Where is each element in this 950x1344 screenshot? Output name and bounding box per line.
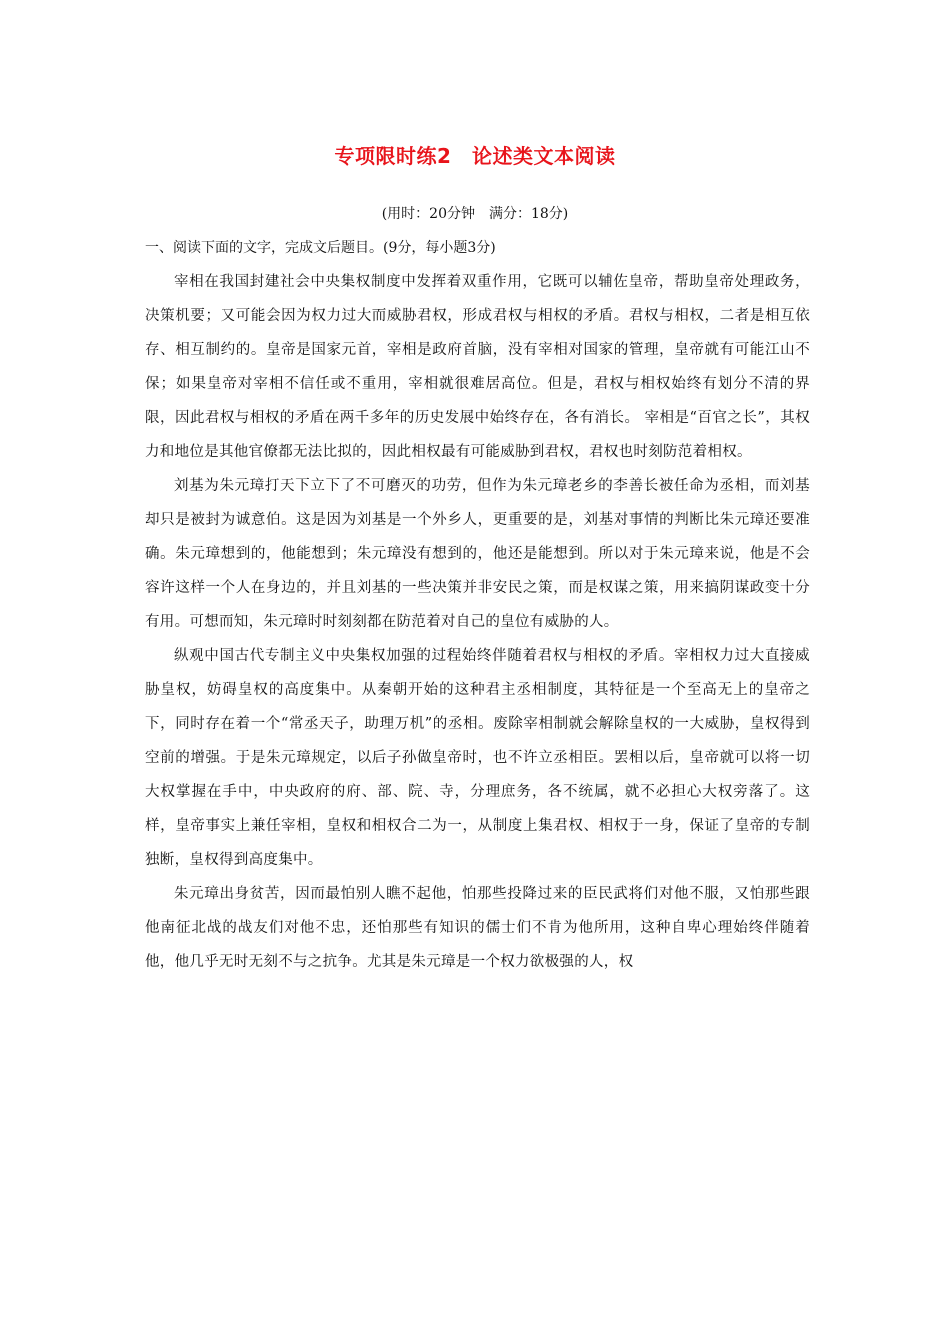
paragraph: 刘基为朱元璋打天下立下了不可磨灭的功劳，但作为朱元璋老乡的李善长被任命为丞相，而刘基却只是被封为诚意伯。这是因为刘基是一个外乡人，更重要的是，刘基对事情的判断比朱元璋还要准确。朱元璋想到的，他能想到；朱元璋没有想到的，他还是能想到。所以对于朱元璋来说，他是不会容许这样一个人在身边的，并且刘基的一些决策并非安民之策，而是权谋之策，用来搞阴谋政变十分有用。可想而知，朱元璋时时刻刻都在防范着对自己的皇位有威胁的人。 <box>145 478 810 630</box>
time-score-note: (用时：20分钟 满分：18分) <box>381 206 569 222</box>
page-title: 专项限时练2 论述类文本阅读 <box>334 144 616 168</box>
paragraph: 宰相在我国封建社会中央集权制度中发挥着双重作用，它既可以辅佐皇帝，帮助皇帝处理政务，决策机要；又可能会因为权力过大而威胁君权，形成君权与相权的矛盾。君权与相权，二者是相互依存、相互制约的。皇帝是国家元首，宰相是政府首脑，没有宰相对国家的管理，皇帝就有可能江山不保；如果皇帝对宰相不信任或不重用，宰相就很难居高位。但是，君权与相权始终有划分不清的界限，因此君权与相权的矛盾在两千多年的历史发展中始终存在，各有消长。 宰相是“百官之长”，其权力和地位是其他官僚都无法比拟的，因此相权最有可能威胁到君权，君权也时刻防范着相权。 <box>145 274 810 460</box>
paragraph: 纵观中国古代专制主义中央集权加强的过程始终伴随着君权与相权的矛盾。宰相权力过大直接威胁皇权，妨碍皇权的高度集中。从秦朝开始的这种君主丞相制度，其特征是一个至高无上的皇帝之下，同时存在着一个“常丞天子，助理万机”的丞相。废除宰相制就会解除皇权的一大威胁，皇权得到空前的增强。于是朱元璋规定，以后子孙做皇帝时，也不许立丞相臣。罢相以后，皇帝就可以将一切大权掌握在手中，中央政府的府、部、院、寺，分理庶务，各不统属，就不必担心大权旁落了。这样，皇帝事实上兼任宰相，皇权和相权合二为一，从制度上集君权、相权于一身，保证了皇帝的专制独断，皇权得到高度集中。 <box>145 648 810 868</box>
section-instruction: 一、阅读下面的文字，完成文后题目。(9分，每小题3分) <box>145 240 496 256</box>
reading-passage <box>145 265 810 979</box>
paragraph: 朱元璋出身贫苦，因而最怕别人瞧不起他，怕那些投降过来的臣民武将们对他不服，又怕那些跟他南征北战的战友们对他不忠，还怕那些有知识的儒士们不肯为他所用，这种自卑心理始终伴随着他，他几乎无时无刻不与之抗争。尤其是朱元璋是一个权力欲极强的人，权 <box>145 886 810 970</box>
